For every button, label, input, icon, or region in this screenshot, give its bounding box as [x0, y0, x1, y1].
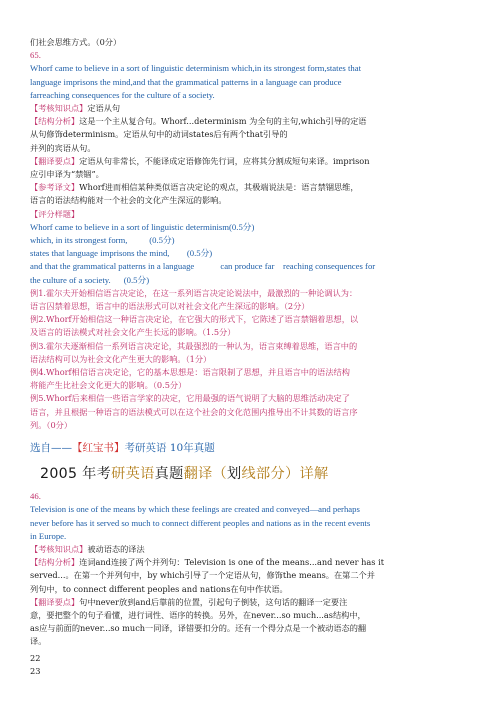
scoring-sample	[30, 221, 470, 287]
jiegou-tag: 【结构分析】	[30, 557, 80, 568]
fanyi-tag: 【翻译要点】	[30, 596, 80, 607]
student-examples	[30, 287, 470, 432]
fanyi-line	[30, 155, 470, 168]
jiegou-line	[30, 115, 470, 128]
fanyi-line: as应与前面的never...so much一同译，译错要扣分的。还有一个得分点是一个被动语态的翻	[30, 623, 367, 634]
jiegou-line: 并列的宾语从句。	[30, 142, 96, 153]
scoring-line: Whorf came to believe in a sort of linguistic determinism(0.5分)	[30, 221, 255, 232]
english-line: language imprisons the mind,and that the grammatical patterns in a language can produce	[30, 76, 342, 87]
question-english	[30, 62, 470, 102]
source-prefix: 选自——	[30, 442, 72, 455]
example-line: 及语言的语法模式对社会文化产生长远的影响。（1.5分）	[30, 327, 236, 338]
fanyi-line	[30, 596, 470, 609]
jiegou-text: 这是一个主从复合句。Whorf...determinism 为全句的主句,which引导的定语	[79, 116, 367, 127]
question-46	[30, 490, 470, 648]
page-number: 23	[30, 665, 41, 676]
english-line: farreaching consequences for the culture of a society.	[30, 89, 215, 100]
english-line: in Europe.	[30, 530, 67, 541]
example-line: 例3.霍尔夫逐渐相信一系列语言决定论，其最强烈的一种认为，语言束缚着思维，语言中的	[30, 340, 358, 351]
example-line: 例1.霍尔夫开始相信语言决定论，在这一系列语言决定论说法中，最激烈的一种论调认为：	[30, 287, 358, 298]
title-part: 翻	[183, 466, 199, 483]
fanyi-line: 意，要把整个的句子看懂，进行词性、语序的转换。另外，在never...so much...as结构中，	[30, 609, 366, 620]
title-part: 2005 年考	[40, 466, 112, 483]
example-line: 例5.Whorf后来相信一些语言学家的决定，它用最强的语气说明了大脑的思维活动决定了	[30, 393, 350, 404]
title-part: 线部分）详解	[241, 466, 329, 483]
source-book: 【红宝书】	[72, 442, 125, 455]
example-line: 列。（0分）	[30, 419, 73, 430]
title-part: 译（	[198, 466, 228, 483]
title-part: 英语	[125, 466, 155, 483]
example-line: 例2.Whorf开始相信这一种语言决定论，在它强大的形式下，它陈述了语言禁锢着思想，以	[30, 314, 359, 325]
example-line: 将能产生比社会文化更大的影响。（0.5分）	[30, 380, 187, 391]
example-line: 语言囚禁着思想，语言中的语法形式可以对社会文化产生深远的影响。（2分）	[30, 301, 310, 312]
cankao-line	[30, 181, 470, 194]
example-line: 语言，并且根据一种语言的语法模式可以在这个社会的文化范围内推导出不计其数的语言序	[30, 406, 358, 417]
kaohe-text: 被动语态的译法	[87, 543, 145, 554]
cankao-line: 语言的语法结构能对一个社会的文化产生深远的影响。	[30, 195, 227, 206]
english-line: never before has it served so much to connect different peoples and nations as in the recent events	[30, 517, 371, 528]
question-65	[30, 49, 470, 432]
english-line: Television is one of the means by which these feelings are created and conveyed—and perhaps	[30, 504, 360, 515]
scoring-line: which, in its strongest form, (0.5分)	[30, 235, 175, 246]
scoring-line: states that language imprisons the mind, (0.5分)	[30, 248, 213, 259]
english-line: Whorf came to believe in a sort of linguistic determinism which,in its strongest form,states that	[30, 63, 362, 74]
section-title	[40, 464, 470, 484]
jiegou-line: served...。在第一个并列句中，by which引导了一个定语从句，修饰the means。在第二个并	[30, 570, 375, 581]
title-part: 真题	[154, 466, 184, 483]
fanyi-line: 译。	[30, 636, 47, 647]
title-part: 研	[111, 466, 126, 483]
example-line: 例4.Whorf相信语言决定论，它的基本思想是：语言限制了思想，并且语言中的语法结构	[30, 367, 350, 378]
fanyi-tag: 【翻译要点】	[30, 155, 80, 166]
kaohe-line	[30, 102, 470, 115]
question-number: 46.	[30, 491, 41, 502]
kaohe-tag: 【考核知识点】	[30, 103, 88, 114]
fanyi-line: 应引申译为“禁锢”。	[30, 169, 104, 180]
jiegou-line: 从句修饰determinism。定语从句中的动词states后有两个that引导的	[30, 129, 288, 140]
pingfen-tag: 【评分样题】	[30, 208, 80, 219]
cankao-tag: 【参考译文】	[30, 182, 80, 193]
jiegou-tag: 【结构分析】	[30, 116, 80, 127]
fanyi-text: 句中never放到and后靠前的位置，引起句子倒装，这句话的翻译一定要注	[79, 596, 348, 607]
cankao-text: Whorf进而相信某种类似语言决定论的观点，其极端说法是：语言禁锢思维，	[79, 182, 359, 193]
example-line: 语法结构可以为社会文化产生更大的影响。（1分）	[30, 353, 212, 364]
scoring-line: the culture of a society. (0.5分)	[30, 274, 150, 285]
fanyi-text: 定语从句非常长，不能译成定语修饰先行词，应将其分割成短句来译。imprison	[79, 155, 370, 166]
kaohe-line	[30, 543, 470, 556]
source-line	[30, 440, 470, 456]
top-line: 们社会思维方式。（0分）	[30, 37, 122, 47]
source-suffix: 考研英语 10年真题	[124, 442, 215, 455]
scoring-line: and that the grammatical patterns in a language can produce far reaching consequences for	[30, 261, 376, 272]
jiegou-text: 连词and连接了两个并列句：Television is one of the means...and never has it	[79, 557, 384, 568]
jiegou-line: 列句中，to connect different peoples and nations在句中作状语。	[30, 583, 288, 594]
title-part: 划	[227, 466, 242, 483]
jiegou-line	[30, 556, 470, 569]
kaohe-tag: 【考核知识点】	[30, 543, 88, 554]
kaohe-text: 定语从句	[87, 103, 121, 114]
question-english	[30, 503, 470, 543]
page-number: 22	[30, 652, 41, 663]
question-number: 65.	[30, 50, 41, 61]
